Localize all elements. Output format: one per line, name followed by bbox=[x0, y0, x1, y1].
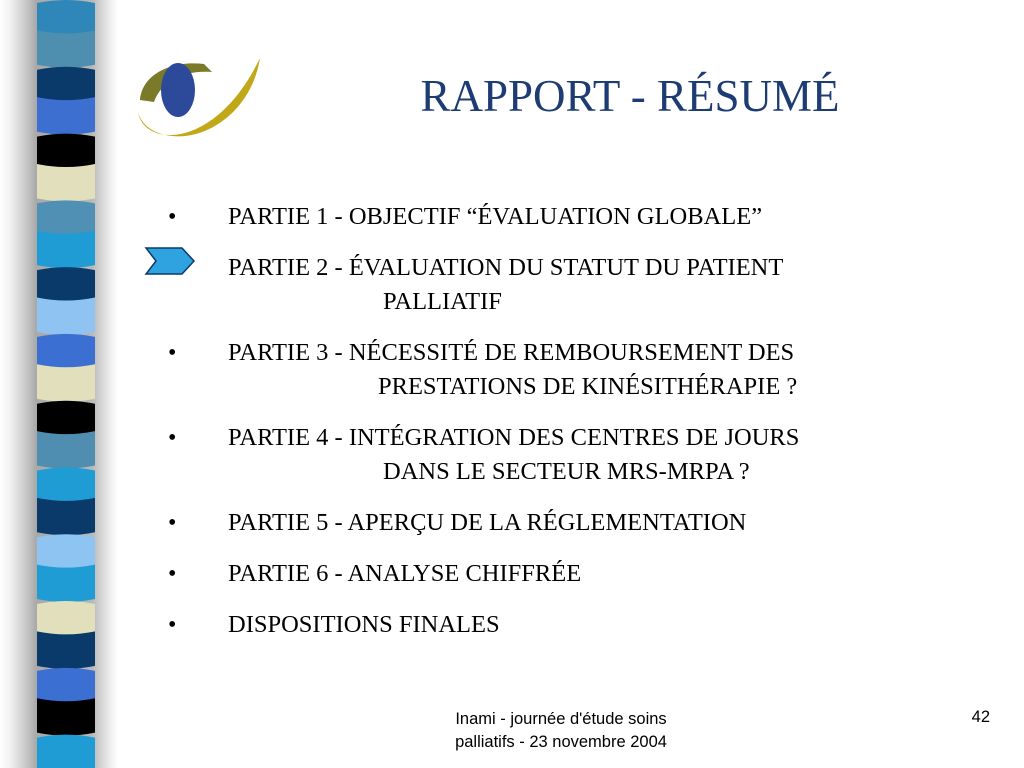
stripe-band bbox=[37, 631, 95, 668]
list-item bbox=[158, 608, 978, 642]
stripe-band bbox=[37, 200, 95, 237]
list-item bbox=[158, 421, 978, 489]
footer-line-2: palliatifs - 23 novembre 2004 bbox=[455, 733, 667, 751]
stripe-band bbox=[37, 498, 95, 535]
stripe-band bbox=[37, 334, 95, 371]
item-line-2: PRESTATIONS DE KINÉSITHÉRAPIE ? bbox=[378, 373, 798, 400]
stripe-band bbox=[37, 401, 95, 438]
stripe-band bbox=[37, 668, 95, 705]
bullet-dot: • bbox=[168, 561, 177, 587]
item-line-2: PALLIATIF bbox=[383, 288, 502, 315]
footer-line-1: Inami - journée d'étude soins bbox=[455, 710, 667, 728]
list-item bbox=[158, 336, 978, 404]
item-line-1: PARTIE 4 - INTÉGRATION DES CENTRES DE JOURS bbox=[228, 424, 800, 451]
list-item bbox=[158, 200, 978, 234]
list-item-current bbox=[158, 251, 978, 319]
decorative-stripe bbox=[37, 0, 95, 768]
stripe-band bbox=[37, 735, 95, 768]
bullet-dot: • bbox=[168, 510, 177, 536]
logo-blue-eye bbox=[161, 63, 195, 117]
bullet-list bbox=[158, 200, 978, 659]
item-line-2: DANS LE SECTEUR MRS-MRPA ? bbox=[383, 458, 750, 485]
stripe-band bbox=[37, 0, 95, 37]
list-item bbox=[158, 557, 978, 591]
slide-title: RAPPORT - RÉSUMÉ bbox=[420, 71, 840, 121]
stripe-band bbox=[37, 67, 95, 104]
stripe-band bbox=[37, 97, 95, 134]
item-line-1: PARTIE 1 - OBJECTIF “ÉVALUATION GLOBALE” bbox=[228, 203, 763, 230]
item-line-1: DISPOSITIONS FINALES bbox=[228, 611, 500, 638]
stripe-band bbox=[37, 30, 95, 67]
list-item bbox=[158, 506, 978, 540]
stripe-band bbox=[37, 601, 95, 638]
item-line-1: PARTIE 2 - ÉVALUATION DU STATUT DU PATIENT bbox=[228, 254, 784, 281]
stripe-band bbox=[37, 431, 95, 468]
stripe-band bbox=[37, 364, 95, 401]
stripe-band bbox=[37, 467, 95, 504]
stripe-band bbox=[37, 134, 95, 171]
bullet-dot: • bbox=[168, 204, 177, 230]
bullet-dot: • bbox=[168, 425, 177, 451]
item-line-1: PARTIE 6 - ANALYSE CHIFFRÉE bbox=[228, 560, 582, 587]
bullet-dot: • bbox=[168, 612, 177, 638]
stripe-band bbox=[37, 565, 95, 602]
stripe-band bbox=[37, 231, 95, 268]
stripe-band bbox=[37, 534, 95, 571]
page-number: 42 bbox=[971, 708, 990, 726]
stripe-band bbox=[37, 698, 95, 735]
stripe-band bbox=[37, 164, 95, 201]
item-line-1: PARTIE 5 - APERÇU DE LA RÉGLEMENTATION bbox=[228, 509, 747, 536]
arrow-icon bbox=[144, 245, 196, 277]
stripe-band bbox=[37, 298, 95, 335]
bullet-dot: • bbox=[168, 340, 177, 366]
stripe-band bbox=[37, 267, 95, 304]
footer-caption bbox=[400, 708, 722, 754]
inami-logo bbox=[132, 52, 272, 152]
item-line-1: PARTIE 3 - NÉCESSITÉ DE REMBOURSEMENT DES bbox=[228, 339, 795, 366]
